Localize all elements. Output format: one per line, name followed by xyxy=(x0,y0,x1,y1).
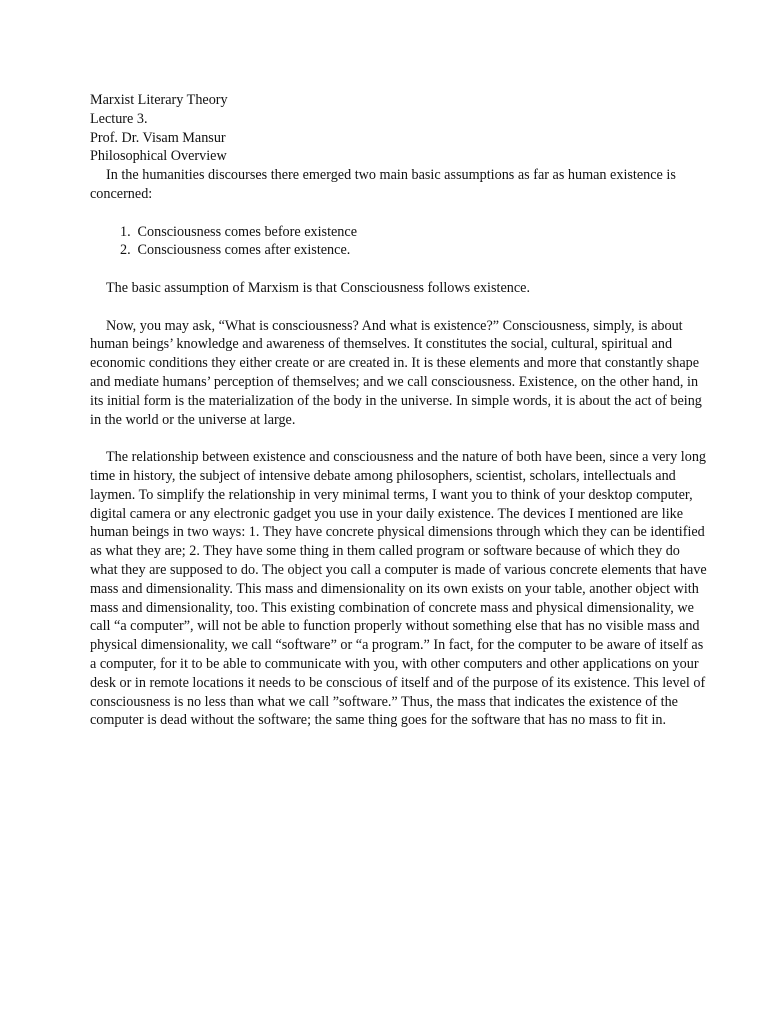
course-title: Marxist Literary Theory xyxy=(90,92,228,108)
consciousness-definition-paragraph: Now, you may ask, “What is consciousness? And what is existence?” Consciousness, simply, is about human beings’ knowledge and awareness of themselves. It constitutes the social, cultural, spiritual and economic conditions they either create or are created in. It is these elements and more that constantly shape and mediate humans’ perception of themselves; and we call consciousness. Existence, on the other hand, in its initial form is the materialization of the body in the universe. In simple words, it is about the act of being in the world or the universe at large. xyxy=(90,317,702,428)
list-item xyxy=(90,223,710,242)
computer-analogy-paragraph: The relationship between existence and consciousness and the nature of both have been, since a very long time in history, the subject of intensive debate among philosophers, scientist, scholars, intellectuals and laymen. To simplify the relationship in very minimal terms, I want you to think of your desktop computer, digital camera or any electronic gadget you use in your daily existence. The devices I mentioned are like human beings in two ways: 1. They have concrete physical dimensions through which they can be identified as what they are; 2. They have some thing in them called program or software because of which they do what they are supposed to do. The object you call a computer is made of various concrete elements that have mass and dimensionality. This mass and dimensionality on its own exists on your table, another object with mass and dimensionality, too. This existing combination of concrete mass and physical dimensionality, we call “a computer”, will not be able to function properly without something else that has no visible mass and physical dimensionality, we call “software” or “a program.” In fact, for the computer to be aware of itself as a computer, for it to be able to communicate with you, with other computers and other applications on your desk or in remote locations it needs to be conscious of itself and of the purpose of its existence. This level of consciousness is no less than what we call ”software.” Thus, the mass that indicates the existence of the computer is dead without the software; the same thing goes for the software that has no mass to fit in. xyxy=(90,449,707,729)
list-item xyxy=(90,241,710,260)
assumptions-list xyxy=(90,223,710,261)
list-item-number: 2. xyxy=(120,242,131,259)
intro-paragraph: In the humanities discourses there emerged two main basic assumptions as far as human existence is concerned: xyxy=(90,167,676,202)
marxism-assumption-paragraph: The basic assumption of Marxism is that Consciousness follows existence. xyxy=(106,279,530,296)
author-name: Prof. Dr. Visam Mansur xyxy=(90,129,226,146)
document-page xyxy=(90,91,710,730)
section-title: Philosophical Overview xyxy=(90,148,227,165)
list-item-text: Consciousness comes after existence. xyxy=(137,242,351,259)
lecture-number: Lecture 3. xyxy=(90,110,148,127)
list-item-text: Consciousness comes before existence xyxy=(137,223,357,240)
list-item-number: 1. xyxy=(120,223,131,240)
